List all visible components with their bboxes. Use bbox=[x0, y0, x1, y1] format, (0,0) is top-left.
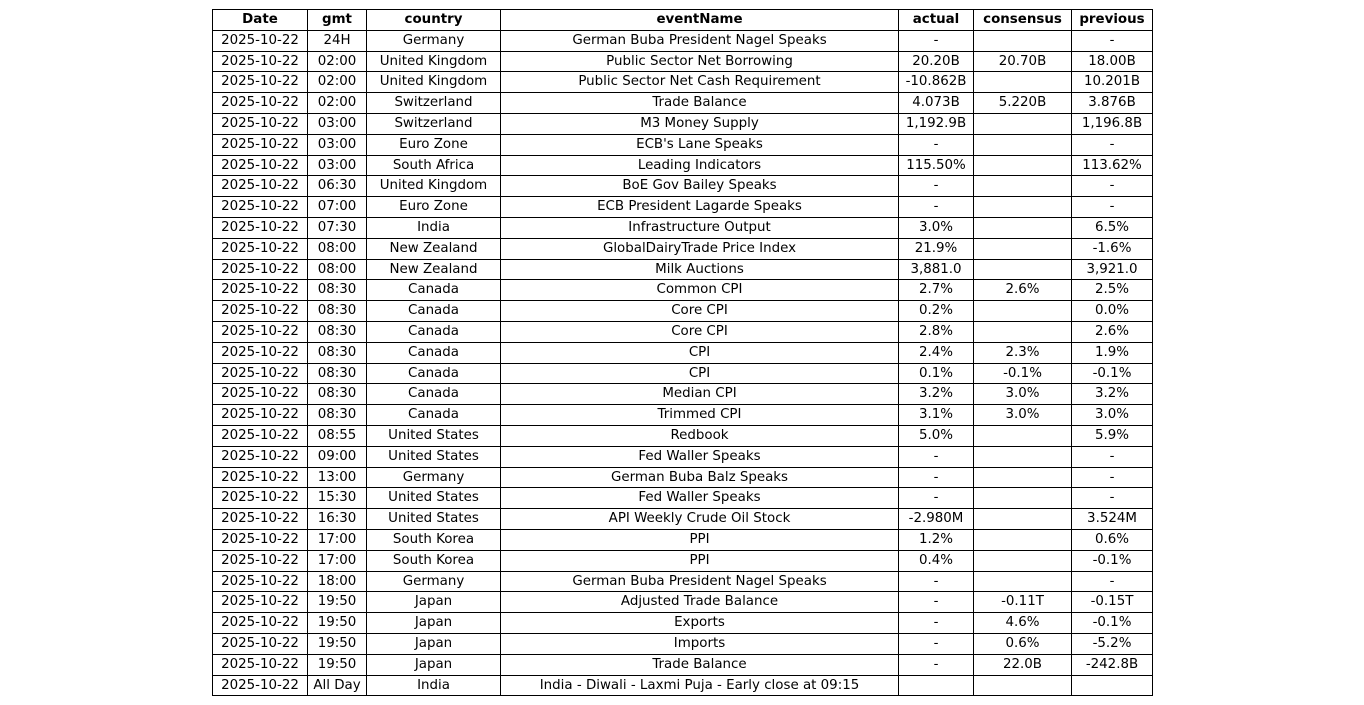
table-row bbox=[213, 425, 1153, 446]
cell-eventname: Adjusted Trade Balance bbox=[501, 592, 899, 613]
cell-eventname: Median CPI bbox=[501, 384, 899, 405]
cell-country: Germany bbox=[367, 467, 501, 488]
cell-country: Switzerland bbox=[367, 93, 501, 114]
table-row bbox=[213, 113, 1153, 134]
cell-gmt: 08:30 bbox=[308, 384, 367, 405]
cell-consensus: 4.6% bbox=[974, 613, 1072, 634]
cell-eventname: M3 Money Supply bbox=[501, 113, 899, 134]
cell-country: Canada bbox=[367, 342, 501, 363]
table-row bbox=[213, 72, 1153, 93]
cell-date: 2025-10-22 bbox=[213, 134, 308, 155]
cell-actual: 3.0% bbox=[899, 217, 974, 238]
cell-consensus bbox=[974, 509, 1072, 530]
cell-previous: 2.5% bbox=[1072, 280, 1153, 301]
cell-consensus bbox=[974, 217, 1072, 238]
cell-consensus bbox=[974, 176, 1072, 197]
cell-date: 2025-10-22 bbox=[213, 654, 308, 675]
cell-country: Canada bbox=[367, 405, 501, 426]
cell-eventname: GlobalDairyTrade Price Index bbox=[501, 238, 899, 259]
cell-date: 2025-10-22 bbox=[213, 280, 308, 301]
cell-consensus bbox=[974, 467, 1072, 488]
table-row bbox=[213, 155, 1153, 176]
cell-consensus: 5.220B bbox=[974, 93, 1072, 114]
cell-country: United Kingdom bbox=[367, 176, 501, 197]
table-row bbox=[213, 301, 1153, 322]
table-row bbox=[213, 217, 1153, 238]
header-row bbox=[213, 10, 1153, 31]
cell-actual: 20.20B bbox=[899, 51, 974, 72]
cell-previous bbox=[1072, 675, 1153, 696]
cell-gmt: 07:30 bbox=[308, 217, 367, 238]
cell-previous: - bbox=[1072, 134, 1153, 155]
cell-consensus bbox=[974, 529, 1072, 550]
cell-country: South Korea bbox=[367, 550, 501, 571]
cell-actual: 2.7% bbox=[899, 280, 974, 301]
cell-consensus bbox=[974, 134, 1072, 155]
cell-eventname: German Buba Balz Speaks bbox=[501, 467, 899, 488]
cell-gmt: 03:00 bbox=[308, 134, 367, 155]
cell-date: 2025-10-22 bbox=[213, 93, 308, 114]
cell-actual: - bbox=[899, 488, 974, 509]
cell-actual: - bbox=[899, 30, 974, 51]
cell-actual: 3,881.0 bbox=[899, 259, 974, 280]
cell-consensus bbox=[974, 301, 1072, 322]
cell-consensus bbox=[974, 197, 1072, 218]
cell-consensus bbox=[974, 238, 1072, 259]
cell-country: Canada bbox=[367, 384, 501, 405]
cell-actual: 0.4% bbox=[899, 550, 974, 571]
cell-actual: - bbox=[899, 633, 974, 654]
cell-consensus bbox=[974, 425, 1072, 446]
cell-previous: -242.8B bbox=[1072, 654, 1153, 675]
cell-country: New Zealand bbox=[367, 238, 501, 259]
cell-actual: 3.2% bbox=[899, 384, 974, 405]
cell-actual: - bbox=[899, 613, 974, 634]
cell-date: 2025-10-22 bbox=[213, 633, 308, 654]
cell-gmt: 24H bbox=[308, 30, 367, 51]
cell-country: Japan bbox=[367, 633, 501, 654]
cell-eventname: Leading Indicators bbox=[501, 155, 899, 176]
cell-date: 2025-10-22 bbox=[213, 113, 308, 134]
cell-consensus bbox=[974, 550, 1072, 571]
cell-previous: 1.9% bbox=[1072, 342, 1153, 363]
cell-date: 2025-10-22 bbox=[213, 446, 308, 467]
cell-eventname: Redbook bbox=[501, 425, 899, 446]
table-row bbox=[213, 238, 1153, 259]
column-header-country: country bbox=[367, 10, 501, 31]
cell-country: Canada bbox=[367, 363, 501, 384]
cell-country: India bbox=[367, 675, 501, 696]
cell-previous: 6.5% bbox=[1072, 217, 1153, 238]
column-header-eventname: eventName bbox=[501, 10, 899, 31]
cell-gmt: 02:00 bbox=[308, 93, 367, 114]
cell-consensus bbox=[974, 571, 1072, 592]
cell-previous: 3.524M bbox=[1072, 509, 1153, 530]
cell-actual: 0.2% bbox=[899, 301, 974, 322]
cell-country: United States bbox=[367, 425, 501, 446]
table-row bbox=[213, 259, 1153, 280]
cell-gmt: 09:00 bbox=[308, 446, 367, 467]
cell-eventname: Core CPI bbox=[501, 321, 899, 342]
cell-previous: 3.876B bbox=[1072, 93, 1153, 114]
cell-consensus bbox=[974, 259, 1072, 280]
cell-consensus bbox=[974, 72, 1072, 93]
cell-eventname: German Buba President Nagel Speaks bbox=[501, 571, 899, 592]
cell-previous: - bbox=[1072, 571, 1153, 592]
cell-country: Canada bbox=[367, 301, 501, 322]
cell-eventname: PPI bbox=[501, 550, 899, 571]
cell-previous: -5.2% bbox=[1072, 633, 1153, 654]
cell-previous: -1.6% bbox=[1072, 238, 1153, 259]
table-row bbox=[213, 529, 1153, 550]
cell-date: 2025-10-22 bbox=[213, 675, 308, 696]
cell-gmt: 17:00 bbox=[308, 529, 367, 550]
cell-gmt: 08:30 bbox=[308, 301, 367, 322]
cell-actual: 5.0% bbox=[899, 425, 974, 446]
column-header-actual: actual bbox=[899, 10, 974, 31]
cell-date: 2025-10-22 bbox=[213, 550, 308, 571]
cell-previous: 2.6% bbox=[1072, 321, 1153, 342]
cell-country: United States bbox=[367, 446, 501, 467]
table-body bbox=[213, 30, 1153, 696]
cell-date: 2025-10-22 bbox=[213, 529, 308, 550]
cell-previous: 3,921.0 bbox=[1072, 259, 1153, 280]
cell-previous: -0.1% bbox=[1072, 363, 1153, 384]
cell-eventname: Exports bbox=[501, 613, 899, 634]
cell-previous: 0.6% bbox=[1072, 529, 1153, 550]
cell-eventname: Milk Auctions bbox=[501, 259, 899, 280]
cell-country: Germany bbox=[367, 30, 501, 51]
cell-actual: - bbox=[899, 197, 974, 218]
cell-consensus: 3.0% bbox=[974, 384, 1072, 405]
table-row bbox=[213, 134, 1153, 155]
cell-date: 2025-10-22 bbox=[213, 51, 308, 72]
table-row bbox=[213, 93, 1153, 114]
cell-gmt: All Day bbox=[308, 675, 367, 696]
cell-consensus: 3.0% bbox=[974, 405, 1072, 426]
cell-actual: - bbox=[899, 592, 974, 613]
table-row bbox=[213, 446, 1153, 467]
economic-calendar-table bbox=[212, 9, 1153, 696]
cell-actual: - bbox=[899, 176, 974, 197]
cell-date: 2025-10-22 bbox=[213, 259, 308, 280]
cell-country: United Kingdom bbox=[367, 72, 501, 93]
cell-date: 2025-10-22 bbox=[213, 592, 308, 613]
table-row bbox=[213, 550, 1153, 571]
cell-actual: 21.9% bbox=[899, 238, 974, 259]
cell-country: India bbox=[367, 217, 501, 238]
cell-consensus bbox=[974, 113, 1072, 134]
table-row bbox=[213, 571, 1153, 592]
table-row bbox=[213, 363, 1153, 384]
cell-previous: - bbox=[1072, 446, 1153, 467]
cell-consensus bbox=[974, 446, 1072, 467]
table-row bbox=[213, 321, 1153, 342]
table-row bbox=[213, 30, 1153, 51]
cell-previous: -0.1% bbox=[1072, 550, 1153, 571]
cell-consensus: -0.1% bbox=[974, 363, 1072, 384]
cell-actual: 2.4% bbox=[899, 342, 974, 363]
table-row bbox=[213, 592, 1153, 613]
cell-actual: 1.2% bbox=[899, 529, 974, 550]
cell-gmt: 08:00 bbox=[308, 238, 367, 259]
cell-country: United States bbox=[367, 488, 501, 509]
economic-calendar-table-wrapper bbox=[212, 9, 1153, 696]
cell-previous: 3.2% bbox=[1072, 384, 1153, 405]
table-row bbox=[213, 467, 1153, 488]
cell-actual: 4.073B bbox=[899, 93, 974, 114]
cell-actual: - bbox=[899, 571, 974, 592]
cell-actual: -10.862B bbox=[899, 72, 974, 93]
cell-consensus bbox=[974, 675, 1072, 696]
cell-previous: 5.9% bbox=[1072, 425, 1153, 446]
cell-consensus: 0.6% bbox=[974, 633, 1072, 654]
cell-actual: 1,192.9B bbox=[899, 113, 974, 134]
cell-eventname: Fed Waller Speaks bbox=[501, 488, 899, 509]
cell-country: Euro Zone bbox=[367, 134, 501, 155]
cell-date: 2025-10-22 bbox=[213, 384, 308, 405]
cell-date: 2025-10-22 bbox=[213, 176, 308, 197]
cell-country: New Zealand bbox=[367, 259, 501, 280]
cell-gmt: 03:00 bbox=[308, 113, 367, 134]
cell-actual: 3.1% bbox=[899, 405, 974, 426]
cell-date: 2025-10-22 bbox=[213, 155, 308, 176]
cell-consensus bbox=[974, 321, 1072, 342]
cell-date: 2025-10-22 bbox=[213, 301, 308, 322]
cell-eventname: Fed Waller Speaks bbox=[501, 446, 899, 467]
cell-eventname: CPI bbox=[501, 342, 899, 363]
cell-eventname: Trade Balance bbox=[501, 654, 899, 675]
cell-previous: 113.62% bbox=[1072, 155, 1153, 176]
cell-previous: 0.0% bbox=[1072, 301, 1153, 322]
cell-date: 2025-10-22 bbox=[213, 467, 308, 488]
cell-date: 2025-10-22 bbox=[213, 72, 308, 93]
cell-date: 2025-10-22 bbox=[213, 321, 308, 342]
cell-previous: 18.00B bbox=[1072, 51, 1153, 72]
cell-gmt: 16:30 bbox=[308, 509, 367, 530]
cell-actual: - bbox=[899, 467, 974, 488]
cell-actual: - bbox=[899, 134, 974, 155]
cell-previous: - bbox=[1072, 488, 1153, 509]
cell-country: United States bbox=[367, 509, 501, 530]
cell-gmt: 02:00 bbox=[308, 72, 367, 93]
cell-eventname: Common CPI bbox=[501, 280, 899, 301]
table-row bbox=[213, 613, 1153, 634]
column-header-previous: previous bbox=[1072, 10, 1153, 31]
cell-country: Euro Zone bbox=[367, 197, 501, 218]
cell-eventname: ECB's Lane Speaks bbox=[501, 134, 899, 155]
cell-date: 2025-10-22 bbox=[213, 571, 308, 592]
cell-eventname: Imports bbox=[501, 633, 899, 654]
table-row bbox=[213, 197, 1153, 218]
cell-eventname: India - Diwali - Laxmi Puja - Early close at 09:15 bbox=[501, 675, 899, 696]
cell-gmt: 19:50 bbox=[308, 654, 367, 675]
cell-gmt: 07:00 bbox=[308, 197, 367, 218]
cell-gmt: 19:50 bbox=[308, 613, 367, 634]
cell-consensus: -0.11T bbox=[974, 592, 1072, 613]
table-row bbox=[213, 488, 1153, 509]
cell-previous: - bbox=[1072, 176, 1153, 197]
cell-country: Switzerland bbox=[367, 113, 501, 134]
table-row bbox=[213, 654, 1153, 675]
cell-country: Japan bbox=[367, 654, 501, 675]
cell-gmt: 13:00 bbox=[308, 467, 367, 488]
cell-gmt: 08:30 bbox=[308, 280, 367, 301]
cell-gmt: 19:50 bbox=[308, 633, 367, 654]
cell-country: South Africa bbox=[367, 155, 501, 176]
cell-country: Canada bbox=[367, 321, 501, 342]
table-row bbox=[213, 384, 1153, 405]
column-header-consensus: consensus bbox=[974, 10, 1072, 31]
cell-date: 2025-10-22 bbox=[213, 488, 308, 509]
cell-date: 2025-10-22 bbox=[213, 425, 308, 446]
cell-eventname: Public Sector Net Borrowing bbox=[501, 51, 899, 72]
cell-date: 2025-10-22 bbox=[213, 238, 308, 259]
cell-country: Germany bbox=[367, 571, 501, 592]
cell-date: 2025-10-22 bbox=[213, 197, 308, 218]
cell-country: Japan bbox=[367, 592, 501, 613]
cell-date: 2025-10-22 bbox=[213, 217, 308, 238]
cell-gmt: 06:30 bbox=[308, 176, 367, 197]
table-row bbox=[213, 633, 1153, 654]
cell-eventname: German Buba President Nagel Speaks bbox=[501, 30, 899, 51]
cell-gmt: 08:55 bbox=[308, 425, 367, 446]
cell-country: United Kingdom bbox=[367, 51, 501, 72]
cell-consensus bbox=[974, 30, 1072, 51]
cell-date: 2025-10-22 bbox=[213, 363, 308, 384]
cell-gmt: 08:30 bbox=[308, 405, 367, 426]
cell-previous: 10.201B bbox=[1072, 72, 1153, 93]
cell-eventname: PPI bbox=[501, 529, 899, 550]
cell-gmt: 15:30 bbox=[308, 488, 367, 509]
cell-gmt: 08:30 bbox=[308, 342, 367, 363]
cell-country: Canada bbox=[367, 280, 501, 301]
cell-gmt: 03:00 bbox=[308, 155, 367, 176]
cell-consensus bbox=[974, 155, 1072, 176]
cell-gmt: 02:00 bbox=[308, 51, 367, 72]
cell-consensus: 22.0B bbox=[974, 654, 1072, 675]
cell-gmt: 08:30 bbox=[308, 363, 367, 384]
cell-actual bbox=[899, 675, 974, 696]
cell-date: 2025-10-22 bbox=[213, 342, 308, 363]
cell-consensus bbox=[974, 488, 1072, 509]
cell-eventname: Infrastructure Output bbox=[501, 217, 899, 238]
table-row bbox=[213, 176, 1153, 197]
cell-eventname: Public Sector Net Cash Requirement bbox=[501, 72, 899, 93]
table-row bbox=[213, 675, 1153, 696]
cell-previous: - bbox=[1072, 30, 1153, 51]
table-row bbox=[213, 51, 1153, 72]
cell-gmt: 19:50 bbox=[308, 592, 367, 613]
cell-eventname: API Weekly Crude Oil Stock bbox=[501, 509, 899, 530]
table-row bbox=[213, 280, 1153, 301]
cell-eventname: Trade Balance bbox=[501, 93, 899, 114]
cell-gmt: 08:00 bbox=[308, 259, 367, 280]
cell-gmt: 17:00 bbox=[308, 550, 367, 571]
cell-actual: - bbox=[899, 446, 974, 467]
cell-date: 2025-10-22 bbox=[213, 613, 308, 634]
cell-previous: -0.1% bbox=[1072, 613, 1153, 634]
cell-actual: -2.980M bbox=[899, 509, 974, 530]
cell-previous: - bbox=[1072, 197, 1153, 218]
cell-previous: 3.0% bbox=[1072, 405, 1153, 426]
table-row bbox=[213, 405, 1153, 426]
cell-previous: - bbox=[1072, 467, 1153, 488]
table-header bbox=[213, 10, 1153, 31]
cell-previous: -0.15T bbox=[1072, 592, 1153, 613]
cell-date: 2025-10-22 bbox=[213, 509, 308, 530]
cell-actual: 0.1% bbox=[899, 363, 974, 384]
cell-actual: 115.50% bbox=[899, 155, 974, 176]
cell-country: South Korea bbox=[367, 529, 501, 550]
cell-eventname: BoE Gov Bailey Speaks bbox=[501, 176, 899, 197]
cell-date: 2025-10-22 bbox=[213, 30, 308, 51]
cell-date: 2025-10-22 bbox=[213, 405, 308, 426]
cell-gmt: 08:30 bbox=[308, 321, 367, 342]
cell-consensus: 2.3% bbox=[974, 342, 1072, 363]
table-row bbox=[213, 342, 1153, 363]
cell-eventname: ECB President Lagarde Speaks bbox=[501, 197, 899, 218]
cell-eventname: Trimmed CPI bbox=[501, 405, 899, 426]
cell-eventname: Core CPI bbox=[501, 301, 899, 322]
cell-country: Japan bbox=[367, 613, 501, 634]
cell-previous: 1,196.8B bbox=[1072, 113, 1153, 134]
column-header-date: Date bbox=[213, 10, 308, 31]
cell-actual: 2.8% bbox=[899, 321, 974, 342]
cell-eventname: CPI bbox=[501, 363, 899, 384]
cell-gmt: 18:00 bbox=[308, 571, 367, 592]
cell-actual: - bbox=[899, 654, 974, 675]
cell-consensus: 20.70B bbox=[974, 51, 1072, 72]
table-row bbox=[213, 509, 1153, 530]
column-header-gmt: gmt bbox=[308, 10, 367, 31]
cell-consensus: 2.6% bbox=[974, 280, 1072, 301]
